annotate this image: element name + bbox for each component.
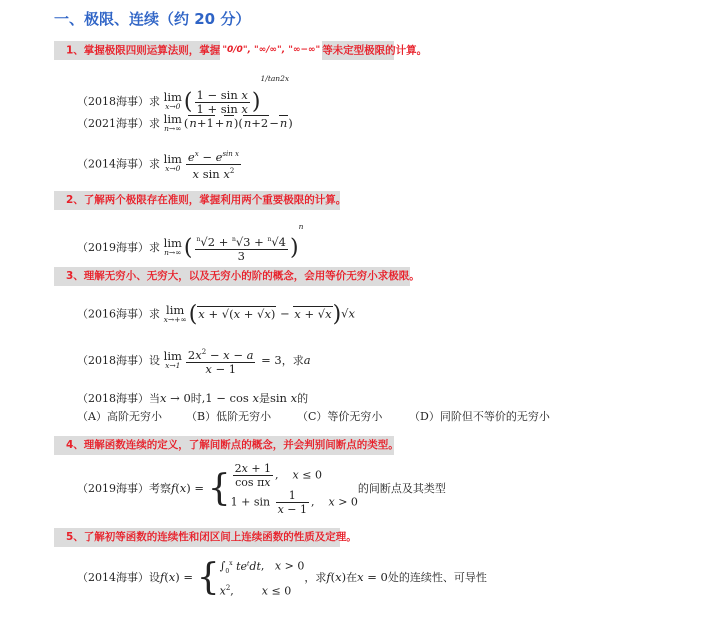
section-heading: 一、极限、连续（约 20 分）	[54, 10, 251, 28]
topic-label-3: 3、理解无穷小、无穷大，以及无穷小的阶的概念，会用等价无穷小求极限。	[66, 270, 420, 282]
option-d[interactable]: （D）同阶但不等价的无穷小	[409, 410, 550, 423]
question-2018-limit: （2018海事）求 lim x→0 ( $\frac{\text{1 − sin x}}{\text{1 + sin x}}$ )$^{1/tan2x}$	[77, 74, 290, 116]
indeterminate-forms-formula: "0/0", "∞/∞", "∞−∞"	[220, 41, 322, 60]
question-2021-limit: （2021海事）求 lim n→∞ (n+1+n)(n+2−n)	[77, 112, 293, 133]
topic-label-2: 2、了解两个极限存在准则，掌握利用两个重要极限的计算。	[66, 194, 347, 206]
option-c[interactable]: （C）等价无穷小	[297, 410, 383, 423]
topic-label-4: 4、理解函数连续的定义，了解间断点的概念，并会判别间断点的类型。	[66, 439, 399, 451]
question-2019-limit: （2019海事）求 lim n→∞ ( $\frac{^n√2 + ^n√3 + ^n√4}{3}$ )$^n$	[77, 222, 304, 263]
question-2018-parameter: （2018海事）设 lim x→1 $\frac{2x^2 - x - a}{x - 1}$ = 3，求a	[77, 347, 311, 376]
option-a[interactable]: （A）高阶无穷小	[77, 410, 162, 423]
topic-label-1: 1、掌握极限四则运算法则，掌握 "0/0", "∞/∞", "∞−∞" 等未定型极限的计算。	[66, 41, 427, 61]
question-2018-infinitesimal: （2018海事）当x → 0时,1 − cos x是sin x的	[77, 391, 309, 405]
topic-label-5: 5、了解初等函数的连续性和闭区间上连续函数的性质及定理。	[66, 531, 357, 543]
option-b[interactable]: （B）低阶无穷小	[186, 410, 272, 423]
question-2014-continuity: （2014海事）设f(x) = { $\int_0^x$ $te^tdt$, x > 0 $x^2$, x ≤ 0 ，求f(x)在x = 0处的连续性、可导性	[77, 556, 487, 598]
question-2014-limit: （2014海事）求 lim x→0 $\frac{e^x - e^{sin x}}{x \sin x^2}$	[77, 149, 239, 181]
lim-operator: lim x→0	[163, 90, 182, 111]
question-2019-discontinuity: （2019海事）考察f(x) = { $\frac{2x + 1}{\text{cos πx}}$ , x ≤ 0 1 + sin $\frac{1}{x - 1}$ , x > 0 的间断点及其类型	[77, 462, 446, 516]
question-2016-limit: （2016海事）求 lim x→+∞ (x + √(x + √x) − x + √x)√x	[77, 302, 355, 327]
